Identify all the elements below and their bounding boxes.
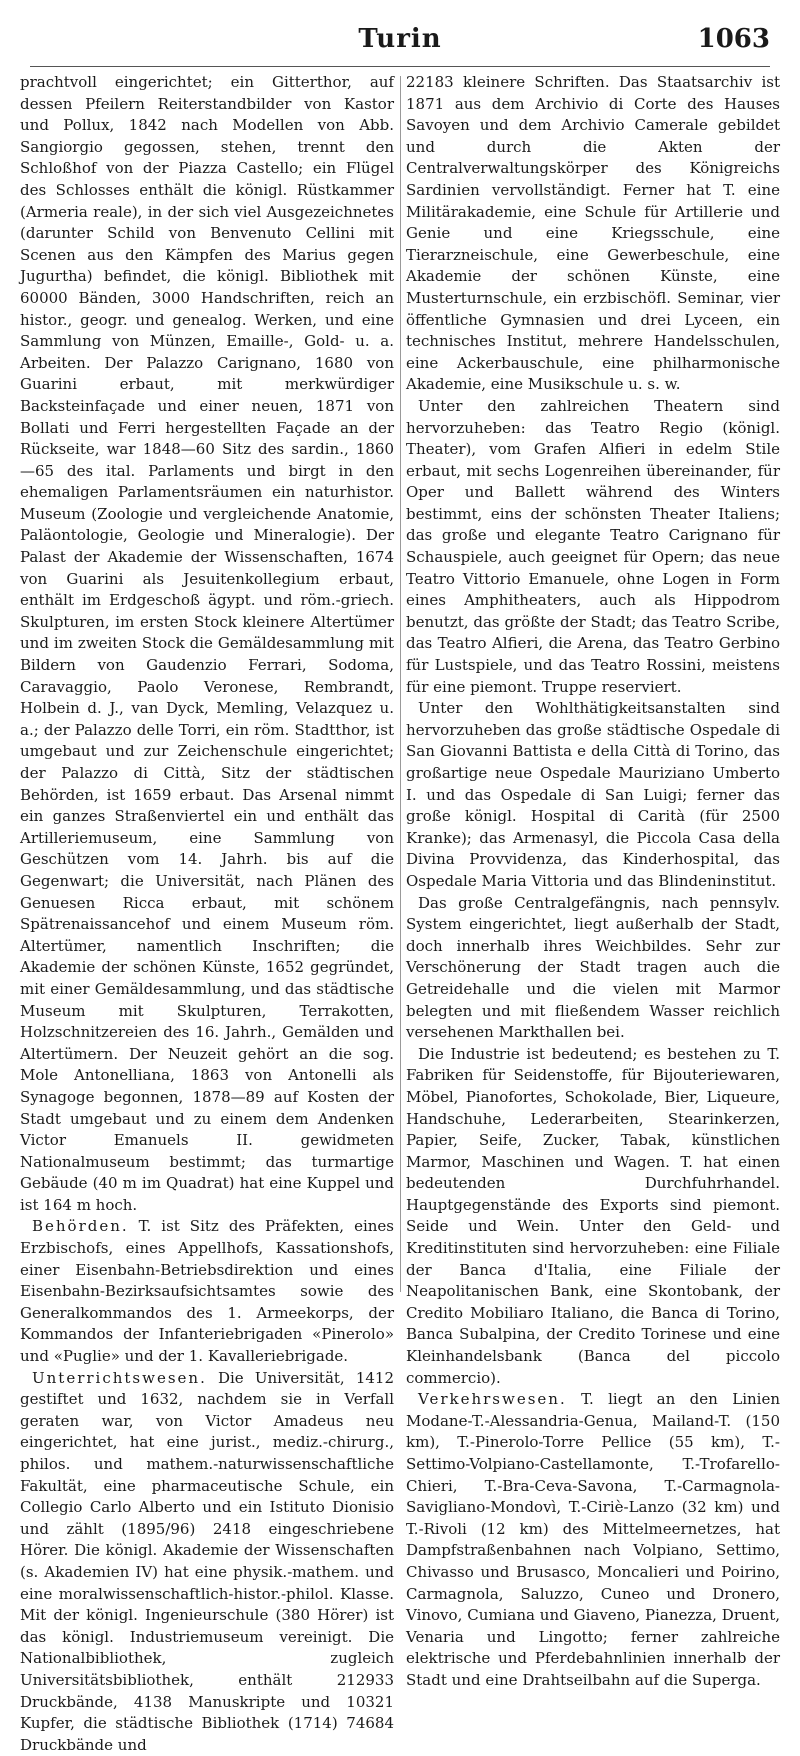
paragraph-text: T. ist Sitz des Präfekten, eines Erzbischofs, eines Appellhofs, Kassationshofs, einer Eisenbahn-Betriebsdirektion und eines Eisenbahn-Bezirksaufsichtsamtes sowie des Generalkommandos des 1. Armeekorps, der Kommandos der Infanteriebrigaden «Pinerolo» und «Puglie» und der 1. Kavalleriebrigade.	[20, 1217, 394, 1366]
column-divider	[400, 76, 401, 1292]
page-number: 1063	[697, 24, 770, 54]
paragraph	[406, 893, 780, 1044]
paragraph	[20, 1216, 394, 1367]
paragraph	[406, 1044, 780, 1390]
page-title: Turin	[358, 24, 442, 54]
right-column	[406, 72, 780, 1689]
paragraph-text: prachtvoll eingerichtet; ein Gitterthor, auf dessen Pfeilern Reiterstandbilder von Kastor und Pollux, 1842 nach Modellen von Abb. Sangiorgio gegossen, stehen, trennt den Schloßhof von der Piazza Castello; ein Flügel des Schlosses enthält die königl. Rüstkammer (Armeria reale), in der sich viel Ausgezeichnetes (darunter Schild von Benvenuto Cellini mit Scenen aus den Kämpfen des Marius gegen Jugurtha) befindet, die königl. Bibliothek mit 60000 Bänden, 3000 Handschriften, reich an histor., geogr. und genealog. Werken, und eine Sammlung von Münzen, Emaille-, Gold- u. a. Arbeiten. Der Palazzo Carignano, 1680 von Guarini erbaut, mit merkwürdiger Backsteinfaçade und einer neuen, 1871 von Bollati und Ferri hergestellten Façade an der Rückseite, war 1848—60 Sitz des sardin., 1860—65 des ital. Parlaments und birgt in den ehemaligen Parlamentsräumen ein naturhistor. Museum (Zoologie und vergleichende Anatomie, Paläontologie, Geologie und Mineralogie). Der Palast der Akademie der Wissenschaften, 1674 von Guarini als Jesuitenkollegium erbaut, enthält im Erdgeschoß ägypt. und röm.-griech. Skulpturen, im ersten Stock kleinere Altertümer und im zweiten Stock die Gemäldesammlung mit Bildern von Gaudenzio Ferrari, Sodoma, Caravaggio, Paolo Veronese, Rembrandt, Holbein d. J., van Dyck, Memling, Velazquez u. a.; der Palazzo delle Torri, ein röm. Stadtthor, ist umgebaut und zur Zeichenschule eingerichtet; der Palazzo di Città, Sitz der städtischen Behörden, ist 1659 erbaut. Das Arsenal nimmt ein ganzes Straßenviertel ein und enthält das Artilleriemuseum, eine Sammlung von Geschützen vom 14. Jahrh. bis auf die Gegenwart; die Universität, nach Plänen des Genuesen Ricca erbaut, mit schönem Spätrenaissancehof und einem Museum röm. Altertümer, namentlich Inschriften; die Akademie der schönen Künste, 1652 gegründet, mit einer Gemäldesammlung, und das städtische Museum mit Skulpturen, Terrakotten, Holzschnitzereien des 16. Jahrh., Gemälden und Altertümern. Der Neuzeit gehört an die sog. Mole Antonelliana, 1863 von Antonelli als Synagoge begonnen, 1878—89 auf Kosten der Stadt umgebaut und zu einem dem Andenken Victor Emanuels II. gewidmeten Nationalmuseum bestimmt; das turmartige Gebäude (40 m im Quadrat) hat eine Kuppel und ist 164 m hoch.	[20, 73, 394, 1214]
left-column	[20, 72, 394, 1754]
section-lead: Verkehrswesen.	[418, 1390, 567, 1409]
paragraph	[20, 1368, 394, 1756]
paragraph	[406, 72, 780, 396]
paragraph-text: Unter den Wohlthätigkeitsanstalten sind hervorzuheben das große städtische Ospedale di San Giovanni Battista e della Città di Torino, das großartige neue Ospedale Mauriziano Umberto I. und das Ospedale di San Luigi; ferner das große königl. Hospital di Carità (für 2500 Kranke); das Armenasyl, die Piccola Casa della Divina Provvidenza, das Kinderhospital, das Ospedale Maria Vittoria und das Blindeninstitut.	[406, 699, 780, 890]
page-header	[30, 24, 770, 64]
section-lead: Unterrichtswesen.	[32, 1368, 207, 1387]
paragraph	[20, 72, 394, 1216]
paragraph-text: Unter den zahlreichen Theatern sind hervorzuheben: das Teatro Regio (königl. Theater), vom Grafen Alfieri in edelm Stile erbaut, mit sechs Logenreihen übereinander, für Oper und Ballett während des Winters bestimmt, eins der schönsten Theater Italiens; das große und elegante Teatro Carignano für Schauspiele, auch geeignet für Opern; das neue Teatro Vittorio Emanuele, ohne Logen in Form eines Amphitheaters, auch als Hippodrom benutzt, das größte der Stadt; das Teatro Scribe, das Teatro Alfieri, die Arena, das Teatro Gerbino für Lustspiele, und das Teatro Rossini, meistens für eine piemont. Truppe reserviert.	[406, 396, 780, 696]
paragraph-text: T. liegt an den Linien Modane-T.-Alessandria-Genua, Mailand-T. (150 km), T.-Pinerolo-Torre Pellice (55 km), T.-Settimo-Volpiano-Castellamonte, T.-Trofarello-Chieri, T.-Bra-Ceva-Savona, T.-Carmagnola-Savigliano-Mondovì, T.-Ciriè-Lanzo (32 km) und T.-Rivoli (12 km) des Mittelmeernetzes, hat Dampfstraßenbahnen nach Volpiano, Settimo, Chivasso und Brusasco, Moncalieri und Poirino, Carmagnola, Saluzzo, Cuneo und Dronero, Vinovo, Cumiana und Giaveno, Pianezza, Druent, Venaria und Lingotto; ferner zahlreiche elektrische und Pferdebahnlinien innerhalb der Stadt und eine Drahtseilbahn auf die Superga.	[406, 1390, 780, 1689]
header-rule	[30, 66, 770, 67]
section-lead: Behörden.	[32, 1217, 129, 1236]
paragraph-text: Das große Centralgefängnis, nach pennsylv. System eingerichtet, liegt außerhalb der Stadt, doch innerhalb ihres Weichbildes. Sehr zur Verschönerung der Stadt tragen auch die Getreidehalle und die vielen mit Marmor belegten und mit fließendem Wasser reichlich versehenen Markthallen bei.	[406, 893, 780, 1042]
paragraph-text: 22183 kleinere Schriften. Das Staatsarchiv ist 1871 aus dem Archivio di Corte des Hauses Savoyen und dem Archivio Camerale gebildet und durch die Akten der Centralverwaltungskörper des Königreichs Sardinien vervollständigt. Ferner hat T. eine Militärakademie, eine Schule für Artillerie und Genie und eine Kriegsschule, eine Tierarzneischule, eine Gewerbeschule, eine Akademie der schönen Künste, eine Musterturnschule, ein erzbischöfl. Seminar, vier öffentliche Gymnasien und drei Lyceen, ein technisches Institut, mehrere Handelsschulen, eine Ackerbauschule, eine philharmonische Akademie, eine Musikschule u. s. w.	[406, 73, 780, 394]
paragraph-text: Die Industrie ist bedeutend; es bestehen zu T. Fabriken für Seidenstoffe, für Bijouteriewaren, Möbel, Pianofortes, Schokolade, Bier, Liqueure, Handschuhe, Lederarbeiten, Stearinkerzen, Papier, Seife, Zucker, Tabak, künstlichen Marmor, Maschinen und Wagen. T. hat einen bedeutenden Durchfuhrhandel. Hauptgegenstände des Exports sind piemont. Seide und Wein. Unter den Geld- und Kreditinstituten sind hervorzuheben: eine Filiale der Banca d'Italia, eine Filiale der Neapolitanischen Bank, eine Skontobank, der Credito Mobiliaro Italiano, die Banca di Torino, Banca Subalpina, der Credito Torinese und eine Kleinhandelsbank (Banca del piccolo commercio).	[406, 1044, 780, 1387]
paragraph-text: Die Universität, 1412 gestiftet und 1632, nachdem sie in Verfall geraten war, von Victor Amadeus neu eingerichtet, hat eine jurist., mediz.-chirurg., philos. und mathem.-naturwissenschaftliche Fakultät, eine pharmaceutische Schule, ein Collegio Carlo Alberto und ein Istituto Dionisio und zählt (1895/96) 2418 eingeschriebene Hörer. Die königl. Akademie der Wissenschaften (s. Akademien IV) hat eine physik.-mathem. und eine moralwissenschaftlich-histor.-philol. Klasse. Mit der königl. Ingenieurschule (380 Hörer) ist das königl. Industriemuseum vereinigt. Die Nationalbibliothek, zugleich Universitätsbibliothek, enthält 212933 Druckbände, 4138 Manuskripte und 10321 Kupfer, die städtische Bibliothek (1714) 74684 Druckbände und	[20, 1368, 394, 1754]
paragraph	[406, 1389, 780, 1691]
paragraph	[406, 396, 780, 698]
paragraph	[406, 698, 780, 892]
